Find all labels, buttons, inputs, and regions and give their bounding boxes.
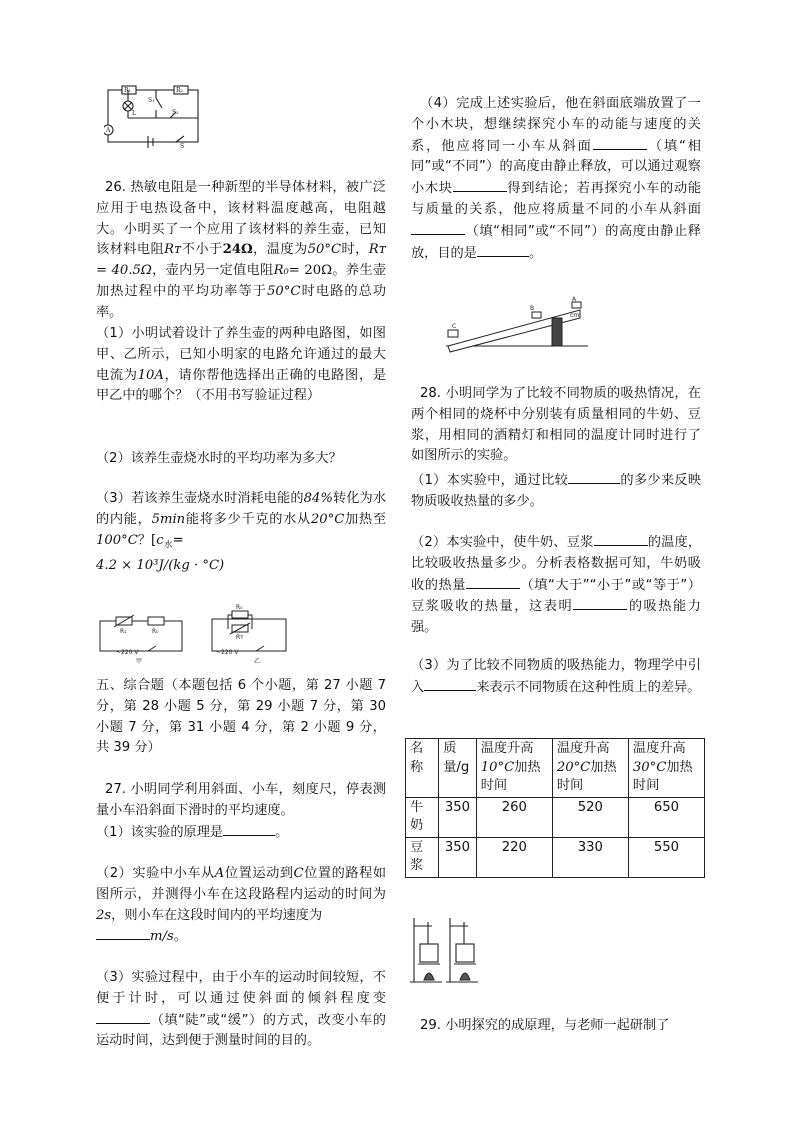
answer-blank[interactable] [453,178,507,192]
answer-blank[interactable] [594,532,648,546]
q27-part3: （3）实验过程中，由于小车的运动时间较短，不便于计时，可以通过使斜面的倾斜程度变（填“陡”或“缓”）的方式，改变小车的运动时间，达到便于测量时间的目的。 [96,970,386,1049]
answer-blank[interactable] [411,221,465,235]
label-s1: S₁ [148,97,155,104]
jia-label-r1: R₁ [120,628,127,635]
label-l: L [132,110,136,117]
q26-part1: （1）小明试着设计了养生壶的两种电路图，如图甲、乙所示，已知小明家的电路允许通过的最大电流为10A，请你帮他选择出正确的电路图，是甲乙中的哪个？（不用书写验证过程） [96,326,387,404]
inclined-plane-figure [442,296,592,356]
jia-label-r0: R₀ [152,628,159,635]
q27-part2: （2）实验中小车从A位置运动到C位置的路程如图所示，并测得小车在这段路程内运动的时间为2s，则小车在这段时间内的平均速度为 m/s。 [96,866,387,945]
ramp-label-cm: cm [570,312,580,319]
ramp-label-a: A [572,296,577,303]
label-s2: S₂ [172,109,179,116]
header-10c: 温度升高10°C加热时间 [476,739,552,798]
jia-yi-circuits-figure [98,603,288,665]
answer-blank[interactable] [96,1010,150,1024]
answer-blank[interactable] [568,470,620,484]
series-parallel-circuit-figure [104,84,204,150]
table-row: 豆浆 350 220 330 550 [406,837,705,877]
ramp-label-c: C [452,323,457,330]
q28-part3: （3）为了比较不同物质的吸热能力，物理学中引入 来表示不同物质在这种性质上的差异。 [411,658,701,695]
section-5-heading: 五、综合题（本题包括 6 个小题，第 27 小题 7 分，第 28 小题 5 分，第 29 小题 7 分，第 30 小题 7 分，第 31 小题 4 分，第 2 小题 9 分，共 39 分） [96,678,386,756]
heating-apparatus-figure [408,914,480,986]
yi-label-v: ~220 V [216,649,239,656]
header-20c: 温度升高20°C加热时间 [552,739,628,798]
header-30c: 温度升高30°C加热时间 [628,739,704,798]
jia-label-v: ~220 V [116,649,139,656]
q27-stem: 27. 小明同学利用斜面、小车，刻度尺，停表测量小车沿斜面下滑时的平均速度。 [96,782,386,818]
heating-time-table [405,738,705,878]
q26-stem: 26. 热敏电阻是一种新型的半导体材料，被广泛应用于电热设备中，该材料温度越高，电阻越大。小明买了一个应用了该材料的养生壶，已知该材料电阻Rᴛ不小于24Ω，温度为50°C时，Rᴛ = 40.5Ω，壶内另一定值电阻R₀= 20Ω。养生壶加热过程中的平均功率等于50°C时电路的总功率。 [96,180,387,320]
table-row: 牛奶 350 260 520 650 [406,797,705,837]
header-name: 名称 [406,739,439,798]
header-mass: 质量/g [439,739,477,798]
answer-blank[interactable] [466,575,520,589]
ramp-label-b: B [530,305,535,312]
yi-caption: 乙 [254,658,261,665]
answer-blank[interactable] [593,136,647,150]
answer-blank[interactable] [96,926,150,940]
q28-part2: （2）本实验中，使牛奶、豆浆 的温度，比较吸收热量多少。分析表格数据可知，牛奶吸收的热量 （填“大于”“小于”或“等于”）豆浆吸收的热量，这表明 的吸热能力强。 [411,532,701,639]
q26-part2: （2）该养生壶烧水时的平均功率为多大？ [96,451,342,466]
q27-part1: （1）该实验的原理是 。 [96,822,386,844]
label-s: S [180,143,185,150]
q26-part3: （3）若该养生壶烧水时消耗电能的84%转化为水的内能，5min能将多少千克的水从20°C加热至100°C？[$c_水=$ 4.2 × 10³J/(kg · °C) [96,491,387,574]
answer-blank[interactable] [223,822,275,836]
label-r1: R₁ [124,87,131,94]
label-r2: R₂ [176,87,183,94]
q28-stem: 28. 小明同学为了比较不同物质的吸热情况，在两个相同的烧杯中分别装有质量相同的牛奶、豆浆，用相同的酒精灯和相同的温度计同时进行了如图所示的实验。 [411,386,701,464]
yi-label-rt: Rᴛ [236,634,244,641]
label-a: A [106,127,111,134]
q28-part1: （1）本实验中，通过比较 的多少来反映物质吸收热量的多少。 [411,470,701,513]
yi-label-r0: R₀ [236,604,243,611]
q27-part4: （4）完成上述实验后，他在斜面底端放置了一个小木块，想继续探究小车的动能与速度的关系，他应将同一小车从斜面 （填“相同”或“不同”）的高度由静止释放，可以通过观察小木块 得到结论；若再探究小车的动能与质量的关系，他应将质量不同的小车从斜面（填“相同”或“不同”）的高度由静止释放，目的是 。 [411,96,702,261]
q29-stem: 29. 小明探究的成原理，与老师一起研制了 [420,1018,670,1033]
answer-blank[interactable] [477,243,529,257]
answer-blank[interactable] [573,596,627,610]
answer-blank[interactable] [424,677,476,691]
table-header-row [406,739,705,798]
jia-caption: 甲 [136,658,143,665]
